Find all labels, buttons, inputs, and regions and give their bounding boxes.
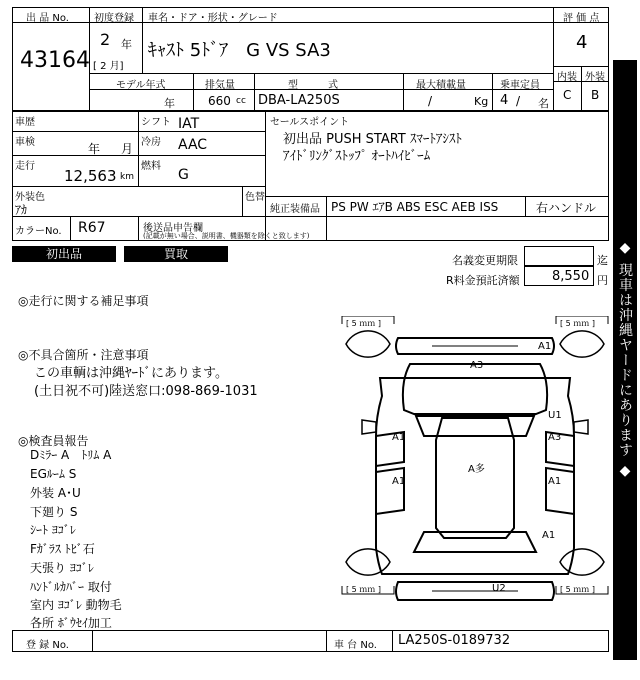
first-reg-month: [ 2 月] [93, 61, 124, 72]
first-reg-label: 初度登録 [94, 13, 134, 24]
divider [265, 196, 609, 197]
inspection-year: 年 [88, 142, 101, 156]
inspector-item: ｼｰﾄ ﾖｺﾞﾚ [30, 523, 76, 537]
inspector-item: 外装 A･U [30, 486, 81, 500]
recycle-amount: 8,550 [552, 269, 590, 284]
inspector-item: Dﾐﾗｰ A ﾄﾘﾑ A [30, 448, 112, 462]
lot-no: 43164 [20, 48, 90, 73]
divider [254, 73, 255, 111]
score-label: 評 価 点 [563, 13, 600, 24]
inspector-item: 室内 ﾖｺﾞﾚ 動物毛 [30, 598, 122, 612]
divider [265, 111, 266, 241]
steering-value: 右ハンドル [536, 201, 597, 215]
name-label: 車名・ドア・形状・グレード [148, 13, 278, 24]
mileage-label: 走行 [15, 161, 35, 172]
divider [492, 73, 493, 111]
aftermarket-label: 後送品申告欄 [143, 223, 203, 234]
displacement-unit: cc [236, 96, 246, 106]
mileage-value: 12,563 [64, 167, 117, 185]
purchase-tag: 買取 [124, 246, 228, 262]
displacement-value: 660 [208, 94, 231, 108]
damage-mark-right-front-door: A3 [548, 432, 562, 443]
defect-line-2: (土日祝不可)陸送窓口:098-869-1031 [34, 384, 258, 399]
model-year-unit: 年 [164, 97, 175, 110]
damage-mark-right-fender: U1 [548, 410, 562, 421]
divider [142, 7, 143, 73]
capacity-unit: 名 [538, 97, 549, 110]
divider [581, 66, 582, 111]
damage-mark-hood: A3 [470, 360, 484, 371]
divider [89, 73, 553, 74]
chassis-label: 車 台 No. [334, 640, 377, 651]
inspection-label: 車検 [15, 137, 35, 148]
interior-label: 内装 [557, 72, 577, 83]
model-year-label: モデル年式 [116, 80, 166, 91]
divider [525, 196, 526, 216]
tire-depth-front-left: [ 5 ｍｍ ] [346, 319, 381, 328]
tire-depth-front-right: [ 5 ｍｍ ] [560, 319, 595, 328]
divider [12, 216, 609, 217]
year-unit: 年 [121, 38, 132, 51]
damage-mark-right-rear-door: A1 [548, 476, 562, 487]
divider [92, 630, 93, 652]
divider [138, 111, 139, 186]
damage-mark-roof: A多 [468, 464, 485, 475]
divider [403, 73, 404, 111]
type-label: 型 式 [288, 80, 338, 91]
history-label: 車歴 [15, 117, 35, 128]
equipment-value: PS PW ｴｱB ABS ESC AEB ISS [331, 200, 499, 214]
fuel-label: 燃料 [141, 161, 161, 172]
car-name: ｷｬｽﾄ 5ﾄﾞｱ G VS SA3 [148, 40, 331, 61]
model-code: DBA-LA250S [258, 93, 340, 108]
exterior-grade: B [591, 88, 600, 102]
score-value: 4 [576, 32, 588, 53]
max-load-value: / [428, 94, 433, 108]
max-load-unit: Kg [474, 95, 489, 108]
inspector-item: EGﾙｰﾑ S [30, 467, 77, 481]
inspector-item: Fｶﾞﾗｽ ﾄﾋﾞ石 [30, 542, 95, 556]
yard-location-banner: ◆ 現車は沖縄ヤードにあります ◆ [613, 60, 637, 660]
name-change-unit: 迄 [597, 254, 608, 267]
divider [193, 73, 194, 111]
color-no-value: R67 [78, 220, 106, 236]
inspector-title: ◎検査員報告 [18, 434, 89, 448]
name-change-label: 名義変更期限 [452, 254, 518, 267]
ac-value: AAC [178, 137, 208, 153]
divider [242, 186, 243, 216]
damage-mark-front-bumper: A1 [538, 341, 552, 352]
fuel-value: G [178, 167, 189, 183]
divider [12, 186, 265, 187]
divider [12, 155, 265, 156]
first-reg-year: 2 [100, 30, 111, 49]
name-change-box [524, 246, 594, 266]
shift-value: IAT [178, 116, 200, 132]
damage-mark-left-front-door: A1 [392, 432, 406, 443]
tire-depth-rear-right: [ 5 ｍｍ ] [560, 585, 595, 594]
lot-no-label: 出 品 No. [26, 13, 69, 24]
damage-mark-rear-bumper: U2 [492, 583, 506, 594]
driving-notes-title: ◎走行に関する補足事項 [18, 294, 149, 308]
divider [392, 630, 393, 652]
mileage-unit: km [120, 172, 134, 182]
ac-label: 冷房 [141, 137, 161, 148]
sales-point-line2: ｱｲﾄﾞﾘﾝｸﾞｽﾄｯﾌﾟ ｵｰﾄﾊｲﾋﾞｰﾑ [283, 149, 431, 164]
inspector-item: 天張り ﾖｺﾞﾚ [30, 561, 94, 575]
recycle-unit: 円 [597, 274, 608, 287]
capacity-label: 乗車定員 [500, 80, 540, 91]
equipment-label: 純正装備品 [270, 204, 320, 215]
interior-grade: C [563, 88, 572, 102]
defect-line-1: この車輌は沖縄ﾔｰﾄﾞにあります。 [34, 366, 228, 381]
footer-frame [12, 630, 609, 652]
aftermarket-note: (記載が無い場合、説明書、機器類を除くと致します) [143, 232, 310, 240]
capacity-slash: / [516, 94, 521, 108]
max-load-label: 最大積載量 [416, 80, 466, 91]
tire-depth-rear-left: [ 5 ｍｍ ] [346, 585, 381, 594]
displacement-label: 排気量 [205, 80, 235, 91]
capacity-value: 4 [500, 93, 509, 108]
divider [70, 216, 71, 241]
color-change-tag: 色替 [245, 192, 265, 203]
color-no-label: カラーNo. [15, 226, 62, 237]
reg-no-label: 登 録 No. [26, 640, 69, 651]
sales-point-line1: 初出品 PUSH START ｽﾏｰﾄｱｼｽﾄ [283, 132, 462, 147]
inspector-item: ﾊﾝﾄﾞﾙｶﾊﾞｰ 取付 [30, 580, 112, 594]
recycle-label: R料金預託済額 [446, 274, 520, 287]
color-label: 外装色 [15, 192, 45, 203]
inspector-item: 下廻り S [30, 505, 78, 519]
inspector-item: 各所 ﾎﾞｳｾｲ加工 [30, 616, 112, 630]
divider [326, 196, 327, 241]
shift-label: シフト [141, 117, 171, 128]
divider [138, 216, 139, 241]
first-listing-tag: 初出品 [12, 246, 116, 262]
exterior-label: 外装 [585, 72, 605, 83]
divider [326, 630, 327, 652]
color-value: ｱｶ [15, 203, 28, 217]
divider [12, 131, 265, 132]
defects-title: ◎不具合箇所・注意事項 [18, 348, 149, 362]
sales-point-label: セールスポイント [270, 117, 350, 128]
inspection-month: 月 [121, 142, 134, 156]
damage-mark-left-rear-door: A1 [392, 476, 406, 487]
chassis-no: LA250S-0189732 [398, 633, 511, 648]
damage-mark-right-rear-quarter: A1 [542, 530, 556, 541]
